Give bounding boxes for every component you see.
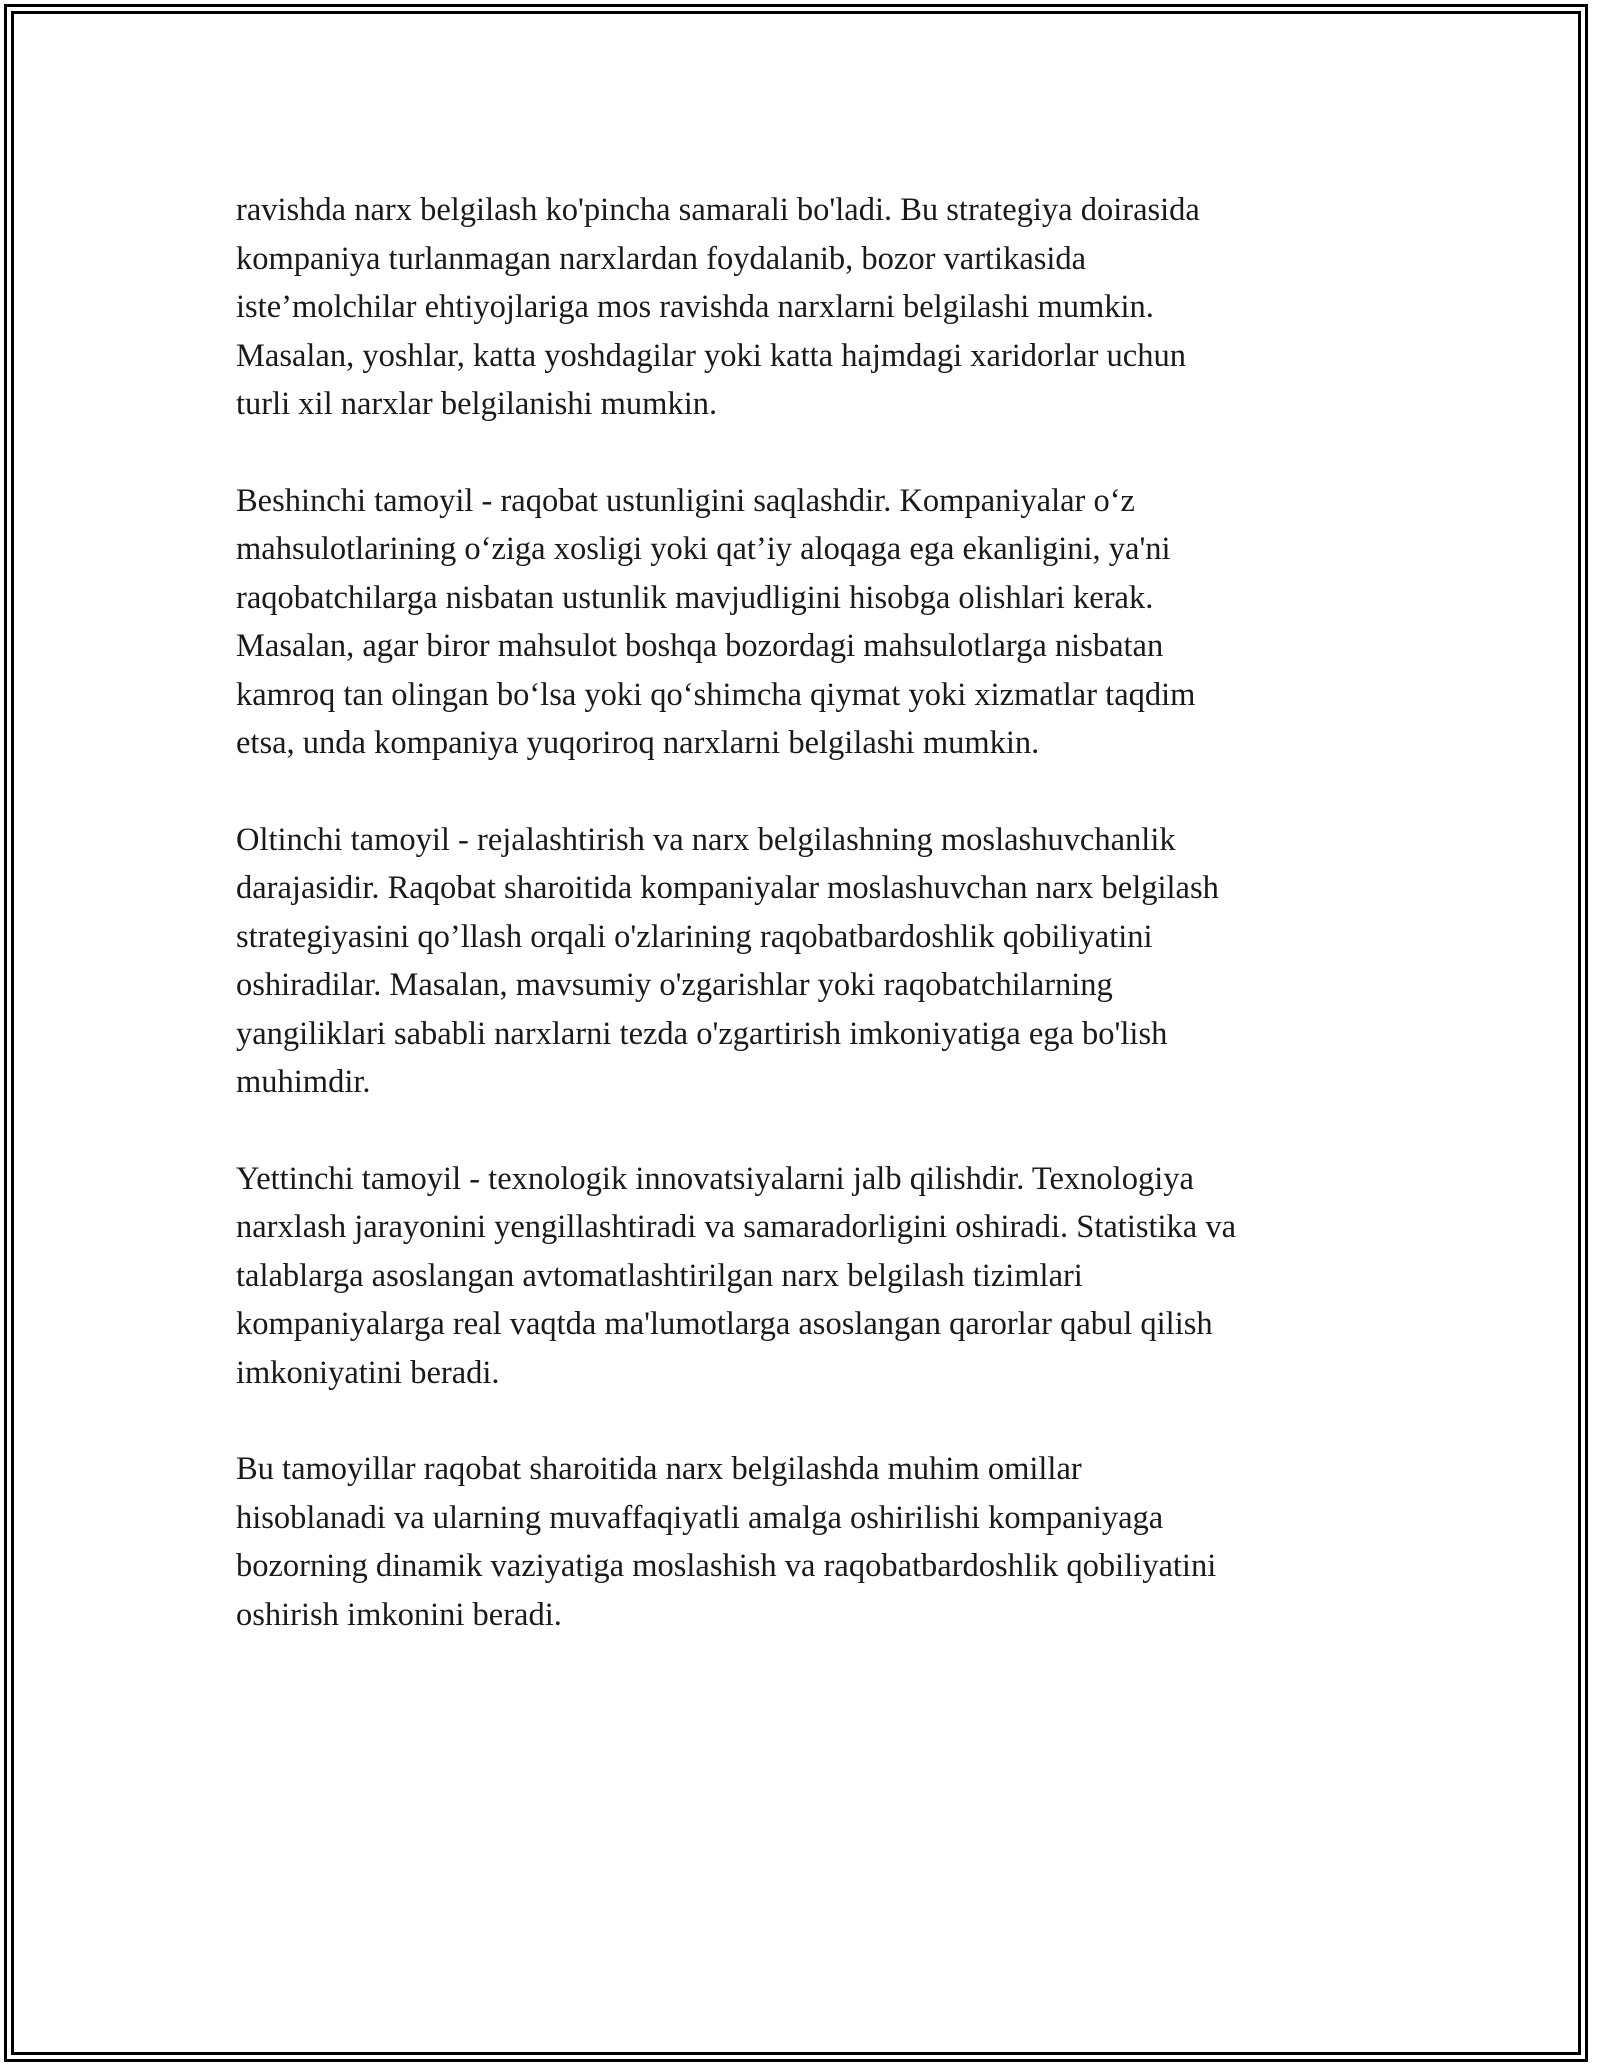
document-body xyxy=(236,186,1376,1687)
paragraph: ravishda narx belgilash ko'pincha samarali bo'ladi. Bu strategiya doirasida kompaniya turlanmagan narxlardan foydalanib, bozor vartikasida iste’molchilar ehtiyojlariga mos ravishda narxlarni belgilashi mumkin. Masalan, yoshlar, katta yoshdagilar yoki katta hajmdagi xaridorlar uchun turli xil narxlar belgilanishi mumkin. xyxy=(236,192,1200,422)
paragraph: Beshinchi tamoyil - raqobat ustunligini saqlashdir. Kompaniyalar o‘z mahsulotlarining o‘ziga xosligi yoki qat’iy aloqaga ega ekanligini, ya'ni raqobatchilarga nisbatan ustunlik mavjudligini hisobga olishlari kerak. Masalan, agar biror mahsulot boshqa bozordagi mahsulotlarga nisbatan kamroq tan olingan bo‘lsa yoki qo‘shimcha qiymat yoki xizmatlar taqdim etsa, unda kompaniya yuqoriroq narxlarni belgilashi mumkin. xyxy=(236,482,1196,761)
paragraph: Yettinchi tamoyil - texnologik innovatsiyalarni jalb qilishdir. Texnologiya narxlash jarayonini yengillashtiradi va samaradorligini oshiradi. Statistika va talablarga asoslangan avtomatlashtirilgan narx belgilash tizimlari kompaniyalarga real vaqtda ma'lumotlarga asoslangan qarorlar qabul qilish imkoniyatini beradi. xyxy=(236,1160,1237,1391)
paragraph: Oltinchi tamoyil - rejalashtirish va narx belgilashning moslashuvchanlik darajasidir. Raqobat sharoitida kompaniyalar moslashuvchan narx belgilash strategiyasini qo’llash orqali o'zlarining raqobatbardoshlik qobiliyatini oshiradilar. Masalan, mavsumiy o'zgarishlar yoki raqobatchilarning yangiliklari sababli narxlarni tezda o'zgartirish imkoniyatiga ega bo'lish muhimdir. xyxy=(236,821,1219,1100)
paragraph: Bu tamoyillar raqobat sharoitida narx belgilashda muhim omillar hisoblanadi va ularning muvaffaqiyatli amalga oshirilishi kompaniyaga bozorning dinamik vaziyatiga moslashish va raqobatbardoshlik qobiliyatini oshirish imkonini beradi. xyxy=(236,1451,1217,1633)
